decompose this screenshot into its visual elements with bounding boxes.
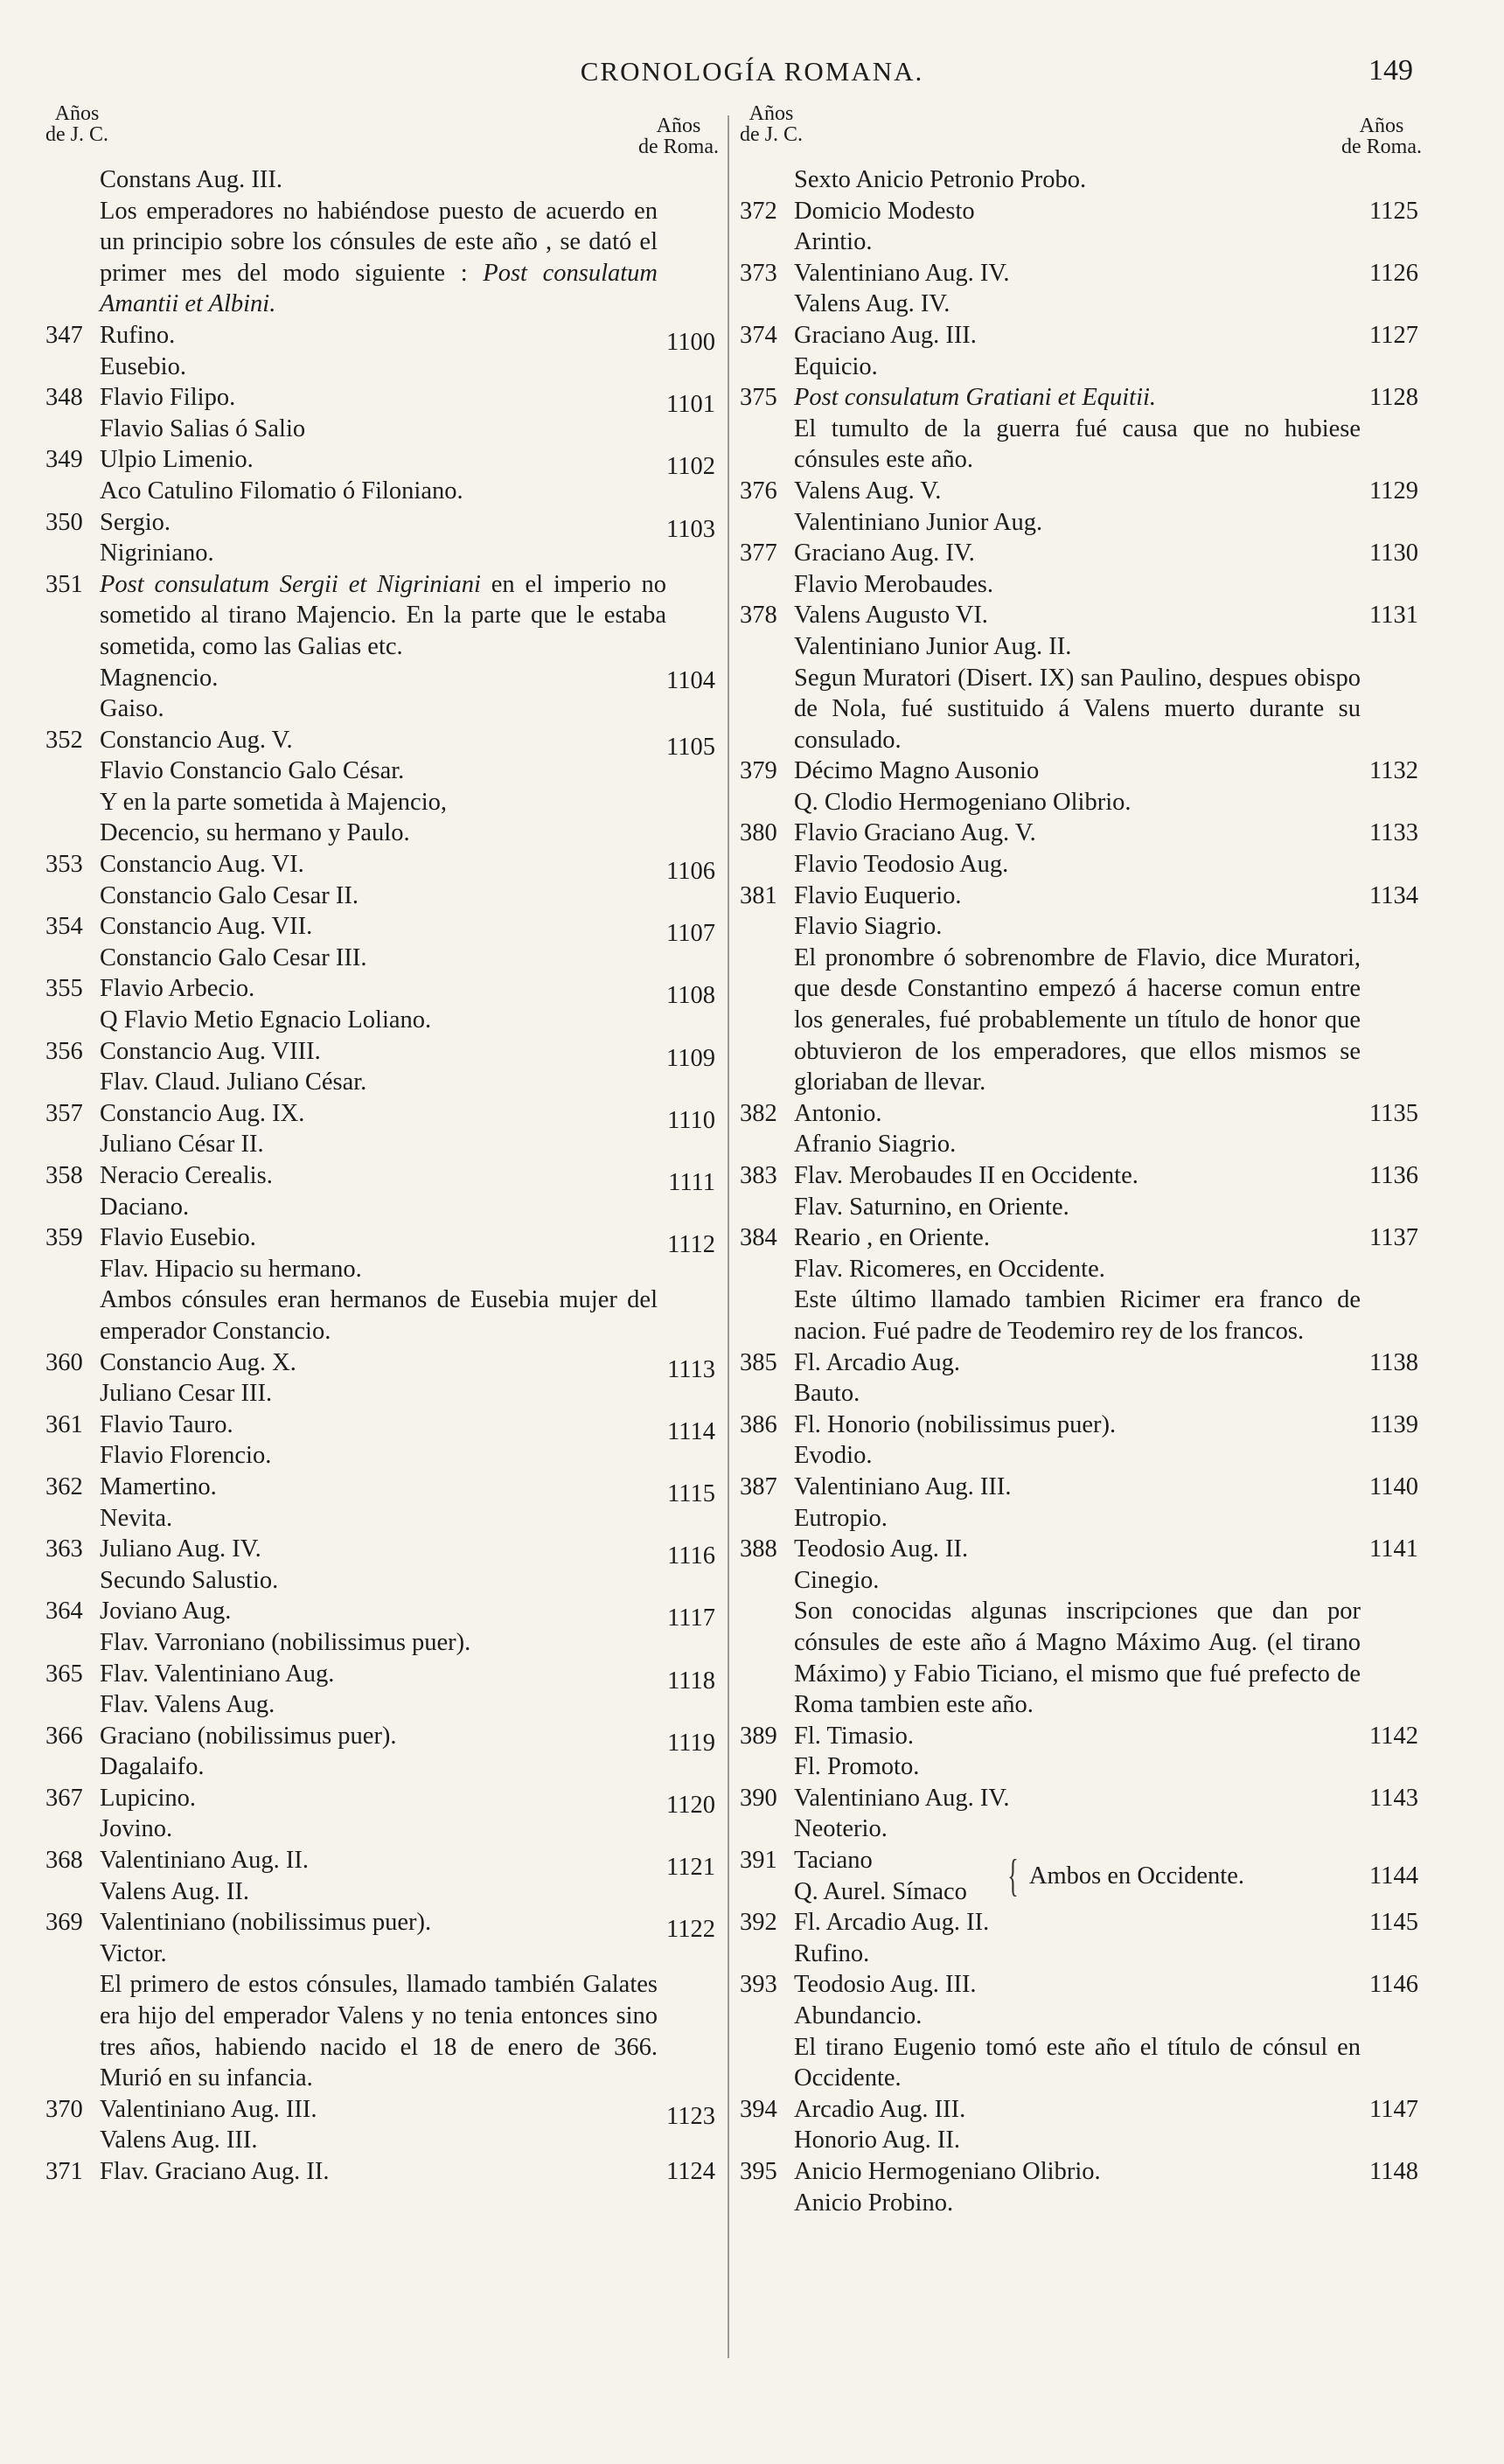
entry-348: 348 1101 Flavio Filipo. Flavio Salias ó Salio xyxy=(45,384,715,442)
page-header xyxy=(0,54,1504,98)
entry-364: 364 1117 Joviano Aug. Flav. Varroniano (nobilissimus puer). xyxy=(45,1597,715,1656)
year-roma: 1139 xyxy=(1369,1410,1418,1438)
year-jc: 356 xyxy=(45,1037,83,1065)
year-roma: 1138 xyxy=(1369,1348,1418,1376)
year-roma: 1131 xyxy=(1369,602,1418,630)
entry-357: 357 1110 Constancio Aug. IX. Juliano César II. xyxy=(45,1099,715,1159)
entry-387: 387 1140 Valentiniano Aug. III. Eutropio. xyxy=(740,1472,1418,1532)
year-roma: 1115 xyxy=(667,1479,715,1507)
year-roma: 1145 xyxy=(1369,1909,1418,1937)
header-anos-jc: Años de J. C. xyxy=(45,102,108,146)
year-jc: 352 xyxy=(45,726,83,754)
entry-374: 374 1127 Graciano Aug. III. Equicio. xyxy=(740,321,1418,380)
year-roma: 1120 xyxy=(666,1791,715,1819)
note: El tumulto de la guerra fué causa que no hubiese cónsules este año. xyxy=(794,414,1361,474)
brace-icon: { xyxy=(1007,1850,1019,1901)
year-roma: 1123 xyxy=(666,2102,715,2130)
entry-369: 369 1122 Valentiniano (nobilissimus puer). Victor. xyxy=(45,1909,715,1967)
year-roma: 1105 xyxy=(666,733,715,761)
year-roma: 1142 xyxy=(1369,1722,1418,1750)
year-jc: 374 xyxy=(740,321,777,349)
year-roma: 1103 xyxy=(666,515,715,543)
header-anos-roma: Años de Roma. xyxy=(638,115,719,158)
year-jc: 368 xyxy=(45,1847,83,1875)
year-jc: 388 xyxy=(740,1535,777,1563)
year-roma: 1117 xyxy=(667,1604,715,1632)
right-column xyxy=(740,103,1422,2218)
year-jc: 365 xyxy=(45,1660,83,1688)
year-jc: 347 xyxy=(45,321,83,349)
year-jc: 372 xyxy=(740,197,777,225)
year-roma: 1108 xyxy=(666,982,715,1010)
entry-392: 392 1145 Fl. Arcadio Aug. II. Rufino. xyxy=(740,1909,1418,1967)
year-jc: 351 xyxy=(45,570,83,598)
year-jc: 385 xyxy=(740,1348,777,1376)
year-jc: 379 xyxy=(740,757,777,785)
year-jc: 373 xyxy=(740,259,777,287)
year-roma: 1141 xyxy=(1369,1535,1418,1563)
year-jc: 387 xyxy=(740,1472,777,1500)
year-jc: 349 xyxy=(45,446,83,474)
note: Este último llamado tambien Ricimer era franco de nacion. Fué padre de Teodemiro rey de los francos. xyxy=(794,1286,1361,1345)
year-jc: 384 xyxy=(740,1224,777,1252)
page-number: 149 xyxy=(1368,54,1413,87)
entry-356: 356 1109 Constancio Aug. VIII. Flav. Claud. Juliano César. xyxy=(45,1037,715,1096)
year-jc: 367 xyxy=(45,1784,83,1812)
year-jc: 386 xyxy=(740,1410,777,1438)
year-jc: 364 xyxy=(45,1597,83,1625)
year-roma: 1146 xyxy=(1369,1971,1418,1999)
year-roma: 1116 xyxy=(667,1542,715,1570)
year-roma: 1137 xyxy=(1369,1224,1418,1252)
year-roma: 1118 xyxy=(667,1667,715,1695)
year-jc: 394 xyxy=(740,2095,777,2123)
right-entries xyxy=(740,164,1422,2218)
year-roma: 1102 xyxy=(666,453,715,481)
entry-366: 366 1119 Graciano (nobilissimus puer). Dagalaifo. xyxy=(45,1722,715,1781)
entry-389: 389 1142 Fl. Timasio. Fl. Promoto. xyxy=(740,1722,1418,1781)
year-jc: 377 xyxy=(740,539,777,567)
year-jc: 378 xyxy=(740,602,777,630)
left-entries xyxy=(45,164,719,2188)
year-jc: 376 xyxy=(740,477,777,505)
year-roma: 1144 xyxy=(1369,1862,1418,1890)
page-title: CRONOLOGÍA ROMANA. xyxy=(580,56,924,87)
year-roma: 1106 xyxy=(666,858,715,886)
entry-354: 354 1107 Constancio Aug. VII. Constancio Galo Cesar III. xyxy=(45,913,715,971)
year-jc: 393 xyxy=(740,1971,777,1999)
entry-395: 395 1148 Anicio Hermogeniano Olibrio. Anicio Probino. xyxy=(740,2158,1418,2217)
year-jc: 369 xyxy=(45,1909,83,1937)
entry-351: 351 1104 Post consulatum Sergii et Nigriniani en el imperio no sometido al tirano Majencio. En la parte que le estaba sometida, como las Galias etc. Magnencio. Gaiso. xyxy=(45,570,715,723)
year-roma: 1134 xyxy=(1369,881,1418,909)
header-anos-jc: Años de J. C. xyxy=(740,102,803,146)
year-roma: 1127 xyxy=(1369,321,1418,349)
entry-358: 358 1111 Neracio Cerealis. Daciano. xyxy=(45,1162,715,1221)
note: El primero de estos cónsules, llamado también Galates era hijo del emperador Valens y no tenia entonces sino tres años, habiendo nacido el 18 de enero de 366. Murió en su infancia. xyxy=(100,1971,658,2092)
year-roma: 1143 xyxy=(1369,1784,1418,1812)
entry-368: 368 1121 Valentiniano Aug. II. Valens Aug. II. xyxy=(45,1847,715,1905)
year-roma: 1136 xyxy=(1369,1162,1418,1189)
entry-352: 352 1105 Constancio Aug. V. Flavio Constancio Galo César. Y en la parte sometida à Majencio, Decencio, su hermano y Paulo. xyxy=(45,726,715,847)
entry-363: 363 1116 Juliano Aug. IV. Secundo Salustio. xyxy=(45,1535,715,1594)
entry-375: 375 1128 Post consulatum Gratiani et Equitii. xyxy=(740,382,1422,414)
year-jc: 353 xyxy=(45,851,83,879)
year-jc: 391 xyxy=(740,1847,777,1875)
year-jc: 355 xyxy=(45,975,83,1003)
note: El pronombre ó sobrenombre de Flavio, dice Muratori, que desde Constantino empezó á hacerse comun entre los generales, fué probablemente un título de honor que obtuvieron de los emperadores, que ellos mismos se gloriaban de llevar. xyxy=(794,943,1361,1096)
year-roma: 1101 xyxy=(666,391,715,419)
year-jc: 350 xyxy=(45,508,83,536)
entry-365: 365 1118 Flav. Valentiniano Aug. Flav. Valens Aug. xyxy=(45,1660,715,1719)
entry-349: 349 1102 Ulpio Limenio. Aco Catulino Filomatio ó Filoniano. xyxy=(45,446,715,505)
entry-350: 350 1103 Sergio. Nigriniano. xyxy=(45,508,715,567)
year-jc: 366 xyxy=(45,1722,83,1750)
year-roma: 1112 xyxy=(667,1231,715,1259)
year-roma: 1109 xyxy=(666,1044,715,1072)
year-roma: 1124 xyxy=(666,2158,715,2185)
year-jc: 395 xyxy=(740,2158,777,2185)
entry-367: 367 1120 Lupicino. Jovino. xyxy=(45,1784,715,1843)
entry-381: 381 1134 Flavio Euquerio. Flavio Siagrio. xyxy=(740,881,1418,941)
year-roma: 1125 xyxy=(1369,197,1418,225)
entry-386: 386 1139 Fl. Honorio (nobilissimus puer). Evodio. xyxy=(740,1410,1418,1470)
note: Son conocidas algunas inscripciones que dan por cónsules de este año á Magno Máximo Aug. (el tirano Máximo) y Fabio Ticiano, el mismo que fué prefecto de Roma tambien este año. xyxy=(794,1597,1361,1719)
year-jc: 360 xyxy=(45,1348,83,1376)
entry-377: 377 1130 Graciano Aug. IV. Flavio Merobaudes. xyxy=(740,539,1418,598)
year-jc: 390 xyxy=(740,1784,777,1812)
year-jc: 392 xyxy=(740,1909,777,1937)
column-divider xyxy=(728,115,729,2358)
year-jc: 371 xyxy=(45,2158,83,2185)
year-jc: 354 xyxy=(45,913,83,941)
entry-385: 385 1138 Fl. Arcadio Aug. Bauto. xyxy=(740,1348,1418,1408)
entry-390: 390 1143 Valentiniano Aug. IV. Neoterio. xyxy=(740,1784,1418,1843)
right-column-header xyxy=(740,102,1422,158)
entry-393: 393 1146 Teodosio Aug. III. Abundancio. xyxy=(740,1971,1418,2030)
year-roma: 1107 xyxy=(666,920,715,948)
year-roma: 1119 xyxy=(667,1729,715,1757)
year-roma: 1128 xyxy=(1369,384,1418,412)
year-roma: 1126 xyxy=(1369,259,1418,287)
year-jc: 357 xyxy=(45,1099,83,1127)
year-jc: 359 xyxy=(45,1224,83,1252)
year-jc: 382 xyxy=(740,1099,777,1127)
entry-361: 361 1114 Flavio Tauro. Flavio Florencio. xyxy=(45,1410,715,1470)
entry-347: 347 1100 Rufino. Eusebio. xyxy=(45,321,715,380)
entry-355: 355 1108 Flavio Arbecio. Q Flavio Metio Egnacio Loliano. xyxy=(45,975,715,1034)
year-roma: 1129 xyxy=(1369,477,1418,505)
entry-353: 353 1106 Constancio Aug. VI. Constancio Galo Cesar II. xyxy=(45,851,715,909)
entry-388: 388 1141 Teodosio Aug. II. Cinegio. xyxy=(740,1535,1418,1594)
entry-394: 394 1147 Arcadio Aug. III. Honorio Aug. II. xyxy=(740,2095,1418,2154)
entry-391: 391 1144 Taciano Q. Aurel. Símaco { Ambos en Occidente. xyxy=(740,1847,1418,1905)
year-jc: 363 xyxy=(45,1535,83,1563)
note: El tirano Eugenio tomó este año el título de cónsul en Occidente. xyxy=(794,2033,1361,2092)
year-jc: 389 xyxy=(740,1722,777,1750)
entry-370: 370 1123 Valentiniano Aug. III. Valens Aug. III. xyxy=(45,2095,715,2154)
year-jc: 370 xyxy=(45,2095,83,2123)
left-column xyxy=(45,103,719,2188)
entry-372: 372 1125 Domicio Modesto Arintio. xyxy=(740,197,1418,256)
year-roma: 1148 xyxy=(1369,2158,1418,2185)
year-roma: 1122 xyxy=(666,1916,715,1944)
note: Segun Muratori (Disert. IX) san Paulino, despues obispo de Nola, fué sustituido á Valens muerto durante su consulado. xyxy=(794,664,1361,754)
year-roma: 1130 xyxy=(1369,539,1418,567)
year-jc: 375 xyxy=(740,384,777,412)
header-anos-roma: Años de Roma. xyxy=(1341,115,1422,158)
year-roma: 1104 xyxy=(666,666,715,694)
year-roma: 1147 xyxy=(1369,2095,1418,2123)
note: Los emperadores no habiéndose puesto de acuerdo en un principio sobre los cónsules de este año , se dató el primer mes del modo siguiente : Post consulatum Amantii et Albini. xyxy=(100,197,658,318)
year-roma: 1110 xyxy=(667,1106,715,1134)
year-jc: 380 xyxy=(740,819,777,847)
left-column-header xyxy=(45,102,719,158)
entry: Sexto Anicio Petronio Probo. xyxy=(794,166,1087,193)
entry: Constans Aug. III. xyxy=(100,166,282,193)
year-roma: 1135 xyxy=(1369,1099,1418,1127)
entry-360: 360 1113 Constancio Aug. X. Juliano Cesar III. xyxy=(45,1348,715,1408)
entry-359: 359 1112 Flavio Eusebio. Flav. Hipacio su hermano. xyxy=(45,1224,715,1283)
entry-384: 384 1137 Reario , en Oriente. Flav. Ricomeres, en Occidente. xyxy=(740,1224,1418,1283)
year-jc: 362 xyxy=(45,1472,83,1500)
entry-376: 376 1129 Valens Aug. V. Valentiniano Junior Aug. xyxy=(740,477,1418,536)
entry-371: 371 1124 Flav. Graciano Aug. II. xyxy=(45,2156,719,2188)
entry-382: 382 1135 Antonio. Afranio Siagrio. xyxy=(740,1099,1418,1159)
year-roma: 1113 xyxy=(667,1355,715,1383)
year-roma: 1133 xyxy=(1369,819,1418,847)
year-jc: 383 xyxy=(740,1162,777,1189)
year-jc: 381 xyxy=(740,881,777,909)
entry-383: 383 1136 Flav. Merobaudes II en Occidente. Flav. Saturnino, en Oriente. xyxy=(740,1162,1418,1221)
entry-379: 379 1132 Décimo Magno Ausonio Q. Clodio Hermogeniano Olibrio. xyxy=(740,757,1418,816)
entry-378: 378 1131 Valens Augusto VI. Valentiniano Junior Aug. II. xyxy=(740,602,1418,660)
year-roma: 1132 xyxy=(1369,757,1418,785)
note: Ambos cónsules eran hermanos de Eusebia mujer del emperador Constancio. xyxy=(100,1286,658,1345)
entry-380: 380 1133 Flavio Graciano Aug. V. Flavio Teodosio Aug. xyxy=(740,819,1418,879)
year-jc: 361 xyxy=(45,1410,83,1438)
entry-362: 362 1115 Mamertino. Nevita. xyxy=(45,1472,715,1532)
year-roma: 1140 xyxy=(1369,1472,1418,1500)
year-roma: 1100 xyxy=(666,328,715,356)
year-jc: 348 xyxy=(45,384,83,412)
entry-373: 373 1126 Valentiniano Aug. IV. Valens Aug. IV. xyxy=(740,259,1418,318)
year-jc: 358 xyxy=(45,1162,83,1189)
year-roma: 1114 xyxy=(667,1417,715,1445)
year-roma: 1121 xyxy=(666,1854,715,1882)
year-roma: 1111 xyxy=(668,1169,715,1196)
